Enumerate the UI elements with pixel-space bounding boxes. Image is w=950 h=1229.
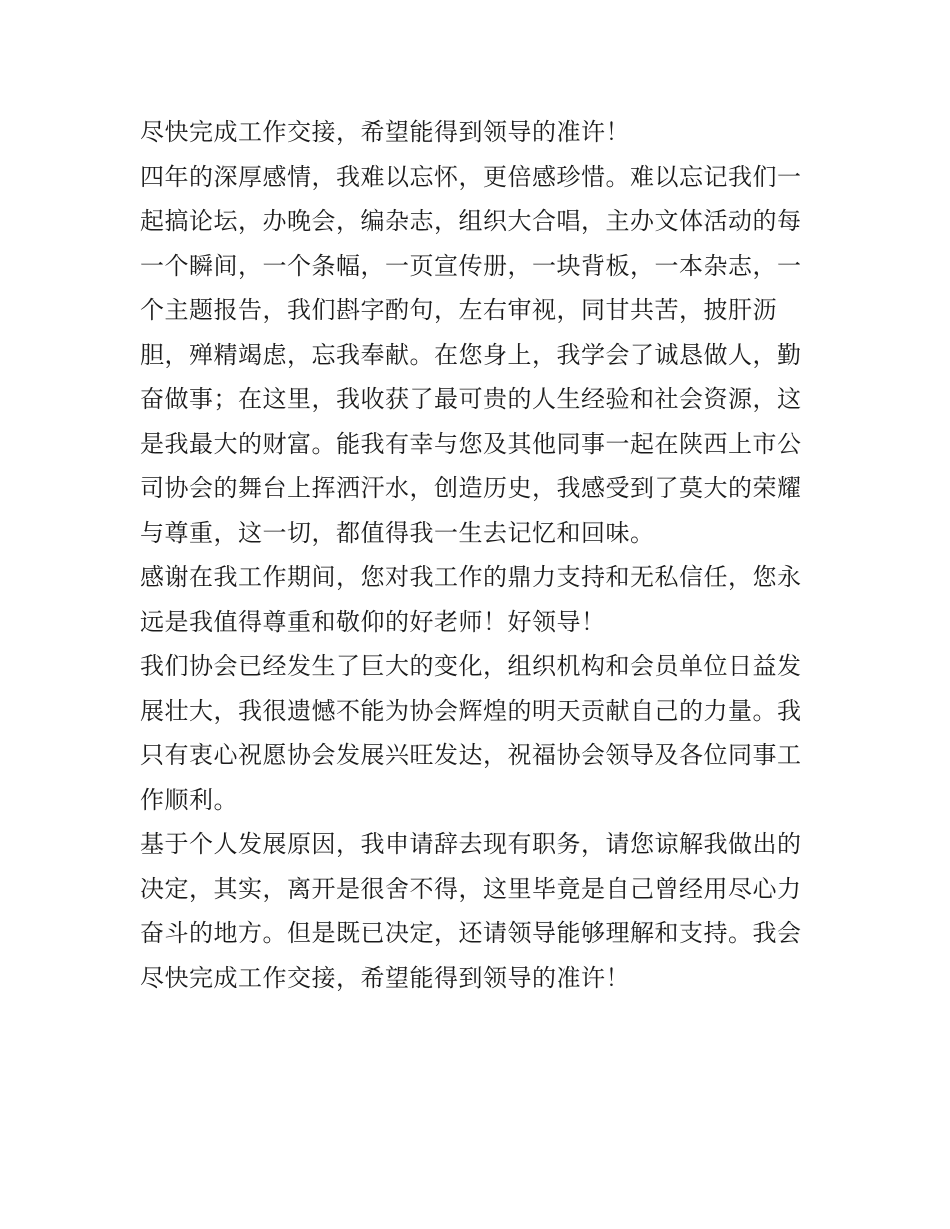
paragraph-2 (140, 155, 820, 556)
text-line: 只有衷心祝愿协会发展兴旺发达，祝福协会领导及各位同事工 (140, 741, 802, 769)
text-line: 尽快完成工作交接，希望能得到领导的准许！ (140, 118, 630, 146)
text-line: 远是我值得尊重和敬仰的好老师！好领导！ (140, 607, 606, 636)
text-line: 展壮大，我很遗憾不能为协会辉煌的明天贡献自己的力量。我 (140, 696, 802, 725)
text-line: 我们协会已经发生了巨大的变化，组织机构和会员单位日益发 (140, 652, 802, 680)
document-body (140, 110, 820, 1000)
text-line: 奋做事；在这里，我收获了最可贵的人生经验和社会资源，这 (140, 385, 802, 413)
text-line: 决定，其实，离开是很舍不得，这里毕竟是自己曾经用尽心力 (140, 874, 802, 903)
text-line: 是我最大的财富。能我有幸与您及其他同事一起在陕西上市公 (140, 429, 802, 458)
text-line: 一个瞬间，一个条幅，一页宣传册，一块背板，一本杂志，一 (140, 251, 802, 280)
text-line: 奋斗的地方。但是既已决定，还请领导能够理解和支持。我会 (140, 919, 802, 947)
text-line: 个主题报告，我们斟字酌句，左右审视，同甘共苦，披肝沥 (140, 296, 777, 324)
text-line: 胆，殚精竭虑，忘我奉献。在您身上，我学会了诚恳做人，勤 (140, 340, 802, 369)
paragraph-5 (140, 822, 820, 1000)
text-line: 起搞论坛，办晚会，编杂志，组织大合唱，主办文体活动的每 (140, 207, 802, 235)
text-line: 司协会的舞台上挥洒汗水，创造历史，我感受到了莫大的荣耀 (140, 474, 802, 502)
text-line: 四年的深厚感情，我难以忘怀，更倍感珍惜。难以忘记我们一 (140, 162, 802, 191)
text-line: 感谢在我工作期间，您对我工作的鼎力支持和无私信任，您永 (140, 563, 802, 591)
text-line: 作顺利。 (140, 785, 238, 814)
text-line: 尽快完成工作交接，希望能得到领导的准许！ (140, 963, 630, 992)
text-line: 基于个人发展原因，我申请辞去现有职务，请您谅解我做出的 (140, 830, 802, 858)
paragraph-3 (140, 555, 820, 644)
paragraph-4 (140, 644, 820, 822)
text-line: 与尊重，这一切，都值得我一生去记忆和回味。 (140, 518, 655, 547)
paragraph-1 (140, 110, 820, 155)
